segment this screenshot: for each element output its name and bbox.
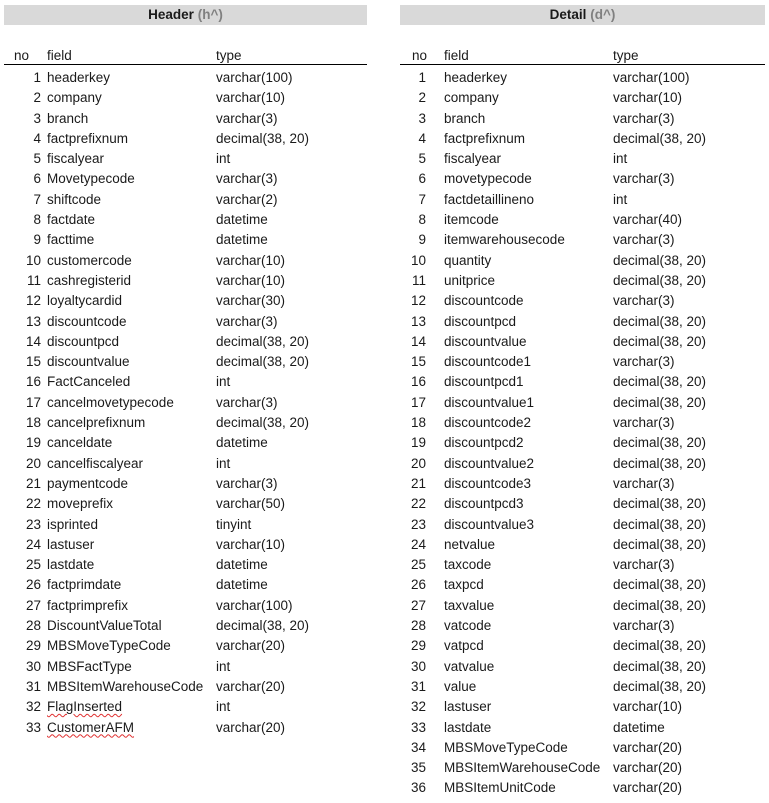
- row-no: 24: [410, 536, 426, 552]
- row-type: varchar(20): [613, 780, 683, 796]
- row-type: varchar(10): [216, 252, 286, 268]
- table-row: [400, 291, 765, 311]
- row-field: cancelprefixnum: [47, 415, 146, 431]
- row-no: 11: [26, 272, 41, 288]
- row-type: int: [613, 191, 628, 207]
- row-no: 23: [410, 516, 426, 532]
- row-field: lastdate: [47, 557, 95, 573]
- table-row: [400, 596, 765, 616]
- table-row: [400, 494, 765, 514]
- row-type: varchar(100): [613, 70, 690, 85]
- row-field: lastuser: [444, 699, 492, 715]
- row-field: itemwarehousecode: [444, 232, 565, 248]
- row-no: 3: [418, 110, 426, 126]
- row-type: datetime: [216, 212, 268, 228]
- table-row: [400, 332, 765, 352]
- row-field: factdetaillineno: [444, 191, 535, 207]
- row-no: 9: [33, 232, 41, 248]
- table-row: [4, 291, 367, 311]
- row-type: varchar(100): [216, 597, 293, 613]
- table-row: [4, 312, 367, 332]
- table-row: [4, 68, 367, 88]
- row-type: decimal(38, 20): [613, 597, 707, 613]
- table-row: [4, 372, 367, 392]
- row-field: MBSItemWarehouseCode: [444, 760, 601, 776]
- row-no: 20: [410, 455, 426, 471]
- row-field: discountcode3: [444, 475, 532, 491]
- row-no: 4: [33, 130, 41, 146]
- row-field: cancelfiscalyear: [47, 455, 144, 471]
- row-type: int: [613, 151, 628, 167]
- row-no: 15: [410, 354, 426, 370]
- table-row: [400, 352, 765, 372]
- row-field: vatcode: [444, 618, 492, 634]
- row-field: factprefixnum: [47, 130, 129, 146]
- row-type: varchar(100): [216, 70, 293, 85]
- row-field: fiscalyear: [47, 151, 105, 167]
- row-type: varchar(10): [216, 90, 286, 106]
- row-type: varchar(3): [613, 171, 675, 187]
- row-no: 15: [25, 354, 41, 370]
- row-field: discountvalue: [47, 354, 130, 370]
- table-row: [4, 88, 367, 108]
- column-header-field: field: [444, 48, 469, 63]
- table-row: [400, 129, 765, 149]
- table-row: [400, 555, 765, 575]
- row-field: company: [444, 90, 499, 106]
- row-no: 26: [25, 577, 41, 593]
- row-type: int: [216, 455, 231, 471]
- table-row: [400, 88, 765, 108]
- table-row: [400, 413, 765, 433]
- column-header-type: type: [216, 48, 242, 63]
- row-field: vatpcd: [444, 638, 484, 654]
- row-field: itemcode: [444, 212, 499, 228]
- row-type: varchar(3): [613, 354, 675, 370]
- row-type: decimal(38, 20): [613, 496, 707, 512]
- row-no: 5: [33, 151, 41, 167]
- row-field: discountvalue3: [444, 516, 535, 532]
- row-field: loyaltycardid: [47, 293, 123, 309]
- row-type: varchar(3): [216, 475, 278, 491]
- row-no: 24: [25, 536, 41, 552]
- row-field: cashregisterid: [47, 272, 132, 288]
- row-no: 13: [410, 313, 426, 329]
- row-no: 33: [410, 719, 426, 735]
- row-type: decimal(38, 20): [216, 333, 310, 349]
- row-no: 7: [418, 191, 426, 207]
- row-no: 19: [25, 435, 41, 451]
- row-type: varchar(20): [613, 739, 683, 755]
- row-type: varchar(50): [216, 496, 286, 512]
- detail-table-title-bar: [400, 5, 765, 25]
- row-type: varchar(40): [613, 212, 683, 228]
- table-row: [4, 515, 367, 535]
- row-no: 31: [25, 678, 41, 694]
- row-type: datetime: [216, 557, 268, 573]
- row-field: MBSItemUnitCode: [444, 780, 556, 796]
- row-field: company: [47, 90, 102, 106]
- row-no: 20: [25, 455, 41, 471]
- row-no: 23: [25, 516, 41, 532]
- table-row: [400, 149, 765, 169]
- row-type: int: [216, 374, 231, 390]
- table-row: [4, 271, 367, 291]
- row-field: factprimprefix: [47, 597, 129, 613]
- header-table-title: Header: [148, 7, 194, 22]
- row-type: varchar(3): [613, 110, 675, 126]
- row-no: 30: [25, 658, 41, 674]
- row-field: isprinted: [47, 516, 99, 532]
- row-no: 31: [410, 678, 426, 694]
- row-field: discountpcd: [47, 333, 120, 349]
- row-no: 36: [410, 780, 426, 796]
- row-type: varchar(3): [613, 293, 675, 309]
- table-row: [4, 718, 367, 738]
- row-field: fiscalyear: [444, 151, 502, 167]
- row-no: 6: [33, 171, 41, 187]
- row-field: branch: [47, 110, 89, 126]
- row-no: 8: [33, 212, 41, 228]
- header-table-column-headers: [4, 48, 367, 65]
- row-type: tinyint: [216, 516, 252, 532]
- row-no: 25: [25, 557, 41, 573]
- row-field: cancelmovetypecode: [47, 394, 174, 410]
- row-no: 16: [25, 374, 41, 390]
- table-row: [400, 718, 765, 738]
- row-no: 17: [25, 394, 41, 410]
- row-field: MBSFactType: [47, 658, 132, 674]
- row-no: 32: [410, 699, 426, 715]
- row-type: varchar(20): [613, 760, 683, 776]
- row-no: 25: [410, 557, 426, 573]
- table-row: [400, 636, 765, 656]
- row-no: 29: [410, 638, 426, 654]
- row-no: 27: [410, 597, 426, 613]
- row-field: lastdate: [444, 719, 492, 735]
- row-type: int: [216, 151, 231, 167]
- row-type: varchar(3): [216, 110, 278, 126]
- row-no: 7: [33, 191, 41, 207]
- row-no: 28: [410, 618, 426, 634]
- row-type: decimal(38, 20): [613, 516, 707, 532]
- row-no: 14: [410, 333, 426, 349]
- row-type: decimal(38, 20): [216, 618, 310, 634]
- row-field: shiftcode: [47, 191, 102, 207]
- table-row: [4, 251, 367, 271]
- row-type: decimal(38, 20): [613, 374, 707, 390]
- table-row: [400, 515, 765, 535]
- row-field: discountvalue: [444, 333, 527, 349]
- row-field: FactCanceled: [47, 374, 131, 390]
- row-field: taxpcd: [444, 577, 484, 593]
- row-no: 30: [410, 658, 426, 674]
- table-row: [4, 149, 367, 169]
- table-row: [4, 657, 367, 677]
- row-type: datetime: [216, 435, 268, 451]
- table-row: [4, 433, 367, 453]
- row-no: 18: [410, 415, 426, 431]
- row-no: 12: [410, 293, 426, 309]
- row-no: 28: [25, 618, 41, 634]
- row-type: decimal(38, 20): [216, 415, 310, 431]
- table-row: [400, 169, 765, 189]
- column-header-no: no: [412, 48, 428, 63]
- row-no: 5: [418, 151, 426, 167]
- table-row: [4, 393, 367, 413]
- row-type: varchar(3): [613, 415, 675, 431]
- row-type: varchar(2): [216, 191, 278, 207]
- row-field: MBSItemWarehouseCode: [47, 678, 204, 694]
- table-row: [400, 738, 765, 758]
- row-type: varchar(20): [216, 678, 286, 694]
- row-type: varchar(3): [216, 313, 278, 329]
- header-table-title-bar: [4, 5, 367, 25]
- row-no: 17: [410, 394, 426, 410]
- table-row: [4, 210, 367, 230]
- table-row: [400, 68, 765, 88]
- row-field: MBSMoveTypeCode: [47, 638, 171, 654]
- row-field: headerkey: [444, 70, 508, 85]
- row-type: varchar(10): [216, 272, 286, 288]
- row-type: decimal(38, 20): [613, 638, 707, 654]
- table-row: [4, 169, 367, 189]
- row-field: discountcode: [444, 293, 524, 309]
- column-header-no: no: [14, 48, 30, 63]
- table-row: [400, 616, 765, 636]
- table-row: [4, 352, 367, 372]
- row-no: 10: [410, 252, 426, 268]
- row-field: discountvalue2: [444, 455, 535, 471]
- row-type: datetime: [613, 719, 665, 735]
- row-no: 16: [410, 374, 426, 390]
- row-field: movetypecode: [444, 171, 532, 187]
- row-field: unitprice: [444, 272, 496, 288]
- table-row: [400, 575, 765, 595]
- row-no: 33: [25, 719, 41, 735]
- row-no: 2: [33, 90, 41, 106]
- row-type: varchar(3): [613, 557, 675, 573]
- table-row: [4, 190, 367, 210]
- row-no: 1: [418, 70, 426, 85]
- table-row: [400, 697, 765, 717]
- row-type: datetime: [216, 232, 268, 248]
- table-row: [400, 433, 765, 453]
- table-row: [4, 109, 367, 129]
- column-header-type: type: [613, 48, 639, 63]
- table-row: [400, 312, 765, 332]
- row-field: branch: [444, 110, 486, 126]
- row-type: varchar(10): [613, 90, 683, 106]
- detail-table-title-suffix: (d^): [590, 7, 616, 22]
- table-row: [400, 535, 765, 555]
- row-field: discountcode1: [444, 354, 532, 370]
- row-no: 27: [25, 597, 41, 613]
- table-row: [400, 778, 765, 798]
- row-no: 3: [33, 110, 41, 126]
- row-field: discountcode: [47, 313, 127, 329]
- row-no: 12: [25, 293, 41, 309]
- row-field: discountpcd3: [444, 496, 524, 512]
- row-no: 26: [410, 577, 426, 593]
- row-field: moveprefix: [47, 496, 114, 512]
- table-row: [400, 393, 765, 413]
- row-field: lastuser: [47, 536, 95, 552]
- header-table-rows: [4, 68, 367, 738]
- row-no: 18: [25, 415, 41, 431]
- table-row: [4, 332, 367, 352]
- row-type: int: [216, 658, 231, 674]
- table-row: [4, 575, 367, 595]
- row-field: MBSMoveTypeCode: [444, 739, 568, 755]
- table-row: [4, 413, 367, 433]
- table-row: [4, 677, 367, 697]
- row-type: datetime: [216, 577, 268, 593]
- row-field: vatvalue: [444, 658, 495, 674]
- row-no: 22: [25, 496, 41, 512]
- row-no: 21: [25, 475, 41, 491]
- row-field: Movetypecode: [47, 171, 135, 187]
- row-field: customercode: [47, 252, 132, 268]
- table-row: [4, 636, 367, 656]
- row-type: decimal(38, 20): [613, 272, 707, 288]
- row-no: 13: [25, 313, 41, 329]
- row-type: varchar(3): [613, 618, 675, 634]
- table-row: [400, 210, 765, 230]
- row-field: canceldate: [47, 435, 113, 451]
- row-field: discountpcd1: [444, 374, 524, 390]
- row-field: quantity: [444, 252, 492, 268]
- row-no: 35: [410, 760, 426, 776]
- table-row: [4, 535, 367, 555]
- header-table: [4, 5, 367, 738]
- row-type: varchar(3): [216, 394, 278, 410]
- row-no: 9: [418, 232, 426, 248]
- row-type: decimal(38, 20): [216, 130, 310, 146]
- row-type: decimal(38, 20): [216, 354, 310, 370]
- row-field: facttime: [47, 232, 95, 248]
- header-table-title-suffix: (h^): [197, 7, 223, 22]
- table-row: [400, 372, 765, 392]
- table-row: [400, 677, 765, 697]
- row-no: 1: [33, 70, 41, 85]
- row-no: 21: [410, 475, 426, 491]
- row-field: factdate: [47, 212, 96, 228]
- row-field: factprefixnum: [444, 130, 526, 146]
- row-field: headerkey: [47, 70, 111, 85]
- row-no: 10: [25, 252, 41, 268]
- row-type: decimal(38, 20): [613, 678, 707, 694]
- row-type: decimal(38, 20): [613, 536, 707, 552]
- detail-table-title: Detail: [549, 7, 587, 22]
- table-row: [4, 230, 367, 250]
- row-type: varchar(30): [216, 293, 286, 309]
- detail-table-rows: [400, 68, 765, 799]
- table-row: [400, 251, 765, 271]
- row-field: discountpcd: [444, 313, 517, 329]
- row-type: varchar(20): [216, 638, 286, 654]
- row-field: discountcode2: [444, 415, 532, 431]
- row-type: decimal(38, 20): [613, 313, 707, 329]
- row-field: discountpcd2: [444, 435, 524, 451]
- row-no: 29: [25, 638, 41, 654]
- row-no: 11: [411, 272, 426, 288]
- table-row: [400, 758, 765, 778]
- table-row: [400, 109, 765, 129]
- row-type: varchar(3): [613, 475, 675, 491]
- detail-table: [400, 5, 765, 799]
- table-row: [400, 657, 765, 677]
- row-field: taxcode: [444, 557, 492, 573]
- table-row: [400, 474, 765, 494]
- row-type: decimal(38, 20): [613, 130, 707, 146]
- table-row: [400, 454, 765, 474]
- row-type: decimal(38, 20): [613, 455, 707, 471]
- row-type: varchar(3): [216, 171, 278, 187]
- row-type: decimal(38, 20): [613, 394, 707, 410]
- row-type: decimal(38, 20): [613, 577, 707, 593]
- row-field: DiscountValueTotal: [47, 618, 162, 634]
- table-row: [400, 271, 765, 291]
- row-field: paymentcode: [47, 475, 129, 491]
- row-type: varchar(10): [613, 699, 683, 715]
- row-field: factprimdate: [47, 577, 122, 593]
- table-row: [400, 230, 765, 250]
- row-no: 6: [418, 171, 426, 187]
- row-type: varchar(20): [216, 719, 286, 735]
- row-type: decimal(38, 20): [613, 252, 707, 268]
- row-type: decimal(38, 20): [613, 333, 707, 349]
- row-field: taxvalue: [444, 597, 495, 613]
- row-type: decimal(38, 20): [613, 658, 707, 674]
- row-field: discountvalue1: [444, 394, 535, 410]
- row-field: netvalue: [444, 536, 496, 552]
- row-no: 32: [25, 699, 41, 715]
- row-field: CustomerAFM: [47, 719, 135, 735]
- table-row: [4, 616, 367, 636]
- column-header-field: field: [47, 48, 72, 63]
- row-type: varchar(10): [216, 536, 286, 552]
- table-row: [4, 596, 367, 616]
- row-field: value: [444, 678, 477, 694]
- row-no: 34: [410, 739, 426, 755]
- table-row: [4, 494, 367, 514]
- table-row: [4, 454, 367, 474]
- row-type: int: [216, 699, 231, 715]
- row-no: 14: [25, 333, 41, 349]
- row-no: 22: [410, 496, 426, 512]
- row-no: 19: [410, 435, 426, 451]
- table-row: [400, 190, 765, 210]
- row-no: 4: [418, 130, 426, 146]
- row-no: 2: [418, 90, 426, 106]
- table-row: [4, 697, 367, 717]
- row-no: 8: [418, 212, 426, 228]
- row-field: FlagInserted: [47, 699, 123, 715]
- table-row: [4, 129, 367, 149]
- row-type: varchar(3): [613, 232, 675, 248]
- row-type: decimal(38, 20): [613, 435, 707, 451]
- table-row: [4, 555, 367, 575]
- table-row: [4, 474, 367, 494]
- detail-table-column-headers: [400, 48, 765, 65]
